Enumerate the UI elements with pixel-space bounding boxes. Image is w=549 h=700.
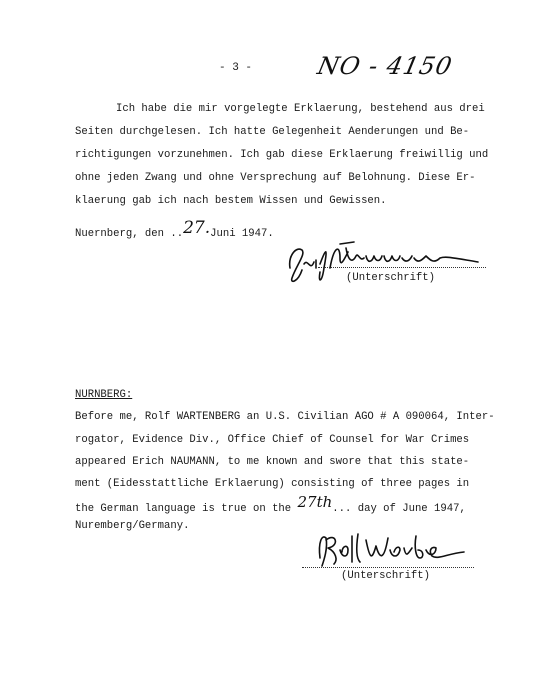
affidavit-line: ment (Eidesstattliche Erklaerung) consisting of three pages in bbox=[75, 478, 470, 490]
signature-caption: (Unterschrift) bbox=[346, 272, 436, 284]
affidavit-line: Before me, Rolf WARTENBERG an U.S. Civilian AGO # A 090064, Inter- bbox=[75, 411, 495, 423]
handwritten-day: 27th bbox=[297, 493, 333, 511]
signature-image bbox=[314, 528, 474, 572]
place-date-prefix: Nuernberg, den .. bbox=[75, 228, 184, 240]
affidavit-date-line bbox=[75, 493, 466, 516]
signature-line bbox=[302, 567, 474, 568]
statement-line: richtigungen vorzunehmen. Ich gab diese Erklaerung freiwillig und bbox=[75, 149, 489, 161]
handwritten-day: 27. bbox=[183, 218, 211, 238]
closing-place: Nuremberg/Germany. bbox=[75, 520, 190, 532]
place-heading: NURNBERG: bbox=[75, 389, 133, 401]
statement-line: klaerung gab ich nach bestem Wissen und Gewissen. bbox=[75, 195, 387, 207]
signature-caption: (Unterschrift) bbox=[341, 570, 431, 582]
date-line-suffix: ... day of June 1947, bbox=[332, 503, 466, 515]
date-line-prefix: the German language is true on the bbox=[75, 503, 292, 515]
affidavit-line: appeared Erich NAUMANN, to me known and swore that this state- bbox=[75, 456, 470, 468]
place-date-suffix: Juni 1947. bbox=[210, 228, 274, 240]
signature-line bbox=[318, 267, 486, 268]
statement-line: Seiten durchgelesen. Ich hatte Gelegenheit Aenderungen und Be- bbox=[75, 126, 470, 138]
document-number: NO - 4150 bbox=[315, 52, 456, 80]
statement-line: ohne jeden Zwang und ohne Versprechung auf Belohnung. Diese Er- bbox=[75, 172, 476, 184]
affidavit-line: rogator, Evidence Div., Office Chief of Counsel for War Crimes bbox=[75, 434, 470, 446]
page-number: - 3 - bbox=[219, 62, 253, 74]
place-date-line bbox=[75, 218, 274, 241]
statement-line: Ich habe die mir vorgelegte Erklaerung, bestehend aus drei bbox=[116, 103, 485, 115]
